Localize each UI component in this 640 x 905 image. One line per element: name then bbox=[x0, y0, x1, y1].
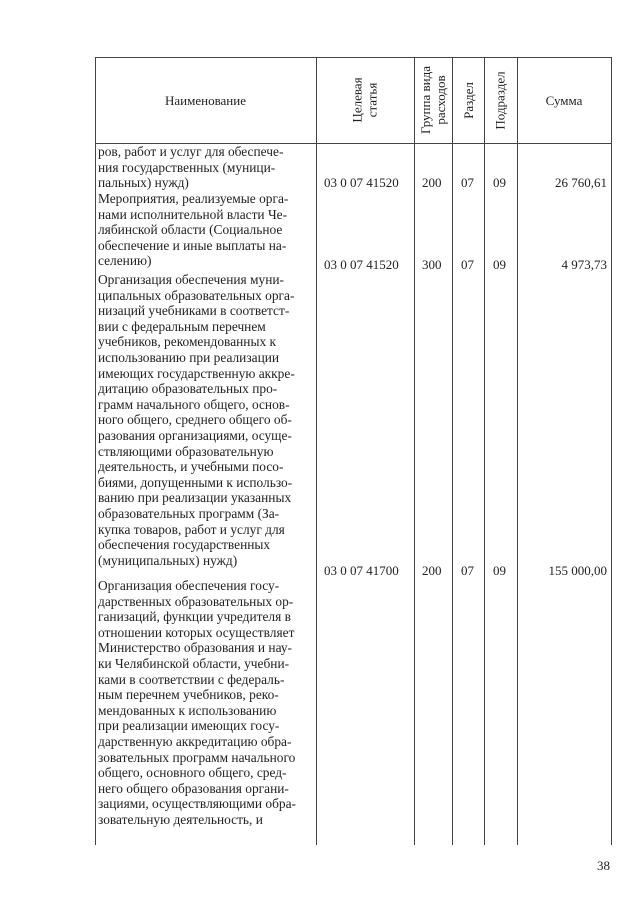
header-section bbox=[452, 57, 484, 143]
header-sum-label: Сумма bbox=[545, 92, 583, 108]
header-group bbox=[414, 57, 452, 143]
row-code: 03 0 07 41520 bbox=[324, 175, 399, 190]
row-subsection: 09 bbox=[493, 563, 506, 578]
row-group: 300 bbox=[422, 257, 442, 272]
row-sum: 4 973,73 bbox=[561, 257, 607, 272]
row-name: Мероприятия, реализуемые орга- нами исполнительной власти Че- лябинской области (Социальное обеспечение и иные выплаты на- селению) bbox=[98, 191, 289, 269]
row-code: 03 0 07 41700 bbox=[324, 563, 399, 578]
row-group: 200 bbox=[422, 175, 442, 190]
row-sum: 155 000,00 bbox=[548, 563, 607, 578]
column-divider bbox=[452, 57, 453, 845]
table-border-right bbox=[611, 57, 612, 845]
header-subsection bbox=[484, 57, 517, 143]
row-subsection: 09 bbox=[493, 257, 506, 272]
column-divider bbox=[517, 57, 518, 845]
row-section: 07 bbox=[461, 175, 474, 190]
row-section: 07 bbox=[461, 257, 474, 272]
header-group-label: Группа вида расходов bbox=[418, 66, 449, 134]
row-section: 07 bbox=[461, 563, 474, 578]
row-code: 03 0 07 41520 bbox=[324, 257, 399, 272]
row-sum: 26 760,61 bbox=[555, 175, 607, 190]
row-name: Организация обеспечения муни- ципальных образовательных орга- низаций учебниками в соответст- вии с федеральным перечнем учебников, рекомендованных к использованию при реализации имеющих государственную аккре- дитацию образовательных про- грамм начального общего, основ- ного общего, среднего общего об- разования организациями, осуще- ствляющими образовательную деятельность, и учебными посо- биями, допущенными к использо- ванию при реализации указанных образовательных программ (За- купка товаров, работ и услуг для обеспечения государственных (муниципальных) нужд) bbox=[98, 272, 295, 568]
row-name: ров, работ и услуг для обеспече- ния государственных (муници- пальных) нужд) bbox=[98, 144, 284, 191]
budget-table bbox=[95, 57, 612, 845]
table-border-left bbox=[95, 57, 96, 845]
row-group: 200 bbox=[422, 563, 442, 578]
header-sum bbox=[517, 57, 611, 143]
page-number: 38 bbox=[597, 858, 610, 873]
column-divider bbox=[414, 57, 415, 845]
header-section-label: Раздел bbox=[460, 81, 476, 119]
row-name: Организация обеспечения госу- дарственных образовательных ор- ганизаций, функции учредителя в отношении которых осуществляет Министерство образования и нау- ки Челябинской области, учебни- ками в соответствии с федераль- ным перечнем учебников, реко- мендованных к использованию при реализации имеющих госу- дарственную аккредитацию обра- зовательных программ начального общего, основного общего, сред- него общего образования органи- зациями, осуществляющими обра- зовательную деятельность, и bbox=[98, 578, 296, 827]
column-divider bbox=[484, 57, 485, 845]
header-target-label: Целевая статья bbox=[349, 77, 380, 123]
row-subsection: 09 bbox=[493, 175, 506, 190]
header-name-label: Наименование bbox=[165, 92, 246, 108]
header-target bbox=[316, 57, 414, 143]
column-divider bbox=[316, 57, 317, 845]
header-subsection-label: Подраздел bbox=[493, 70, 509, 130]
header-name bbox=[95, 57, 316, 143]
